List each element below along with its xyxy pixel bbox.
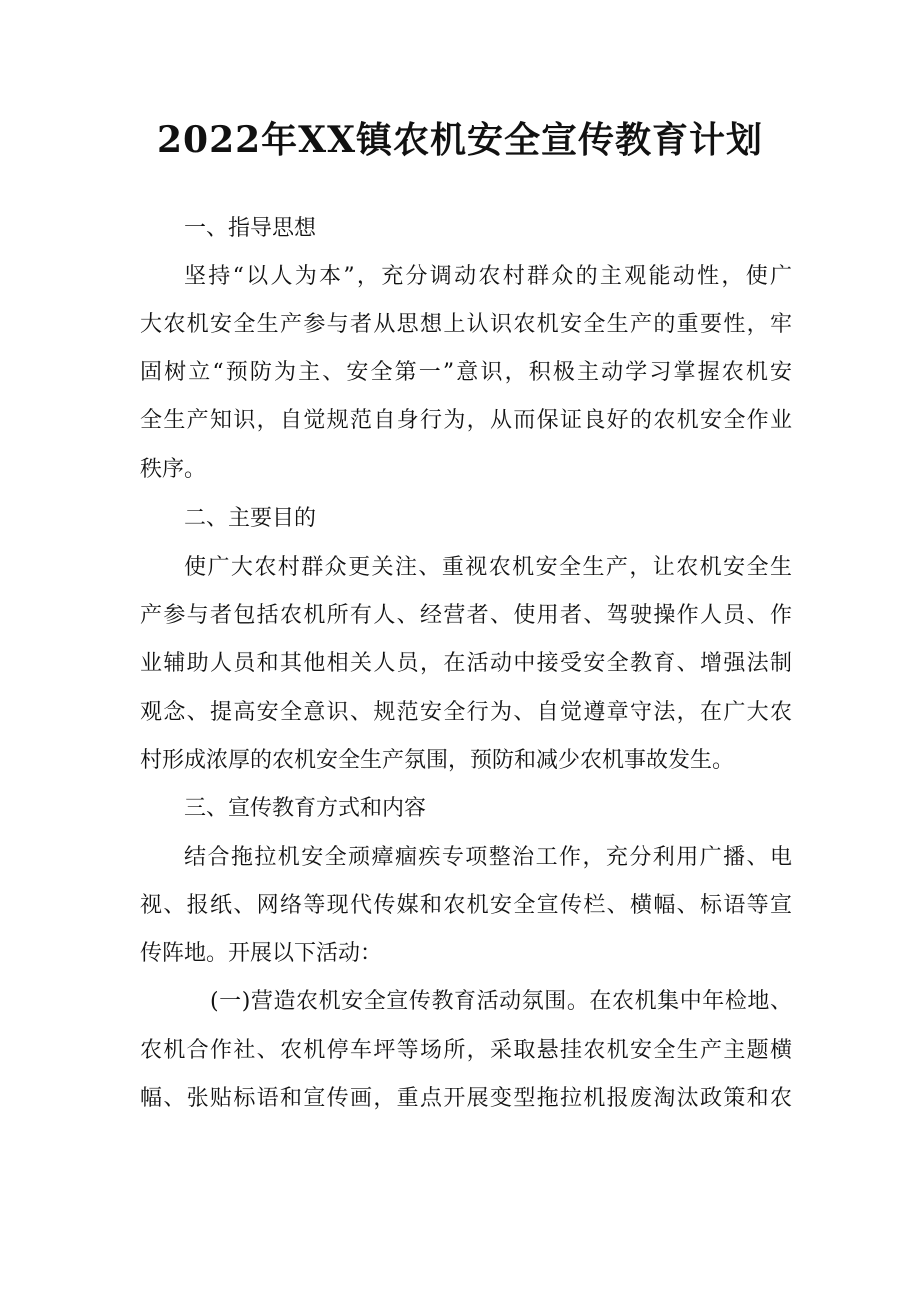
section-heading-publicity-methods: 三、宣传教育方式和内容 [184,796,427,821]
paragraph-line: 使广大农村群众更关注、重视农机安全生产，让农机安全生 [184,555,792,580]
paragraph-line: 观念、提高安全意识、规范安全行为、自觉遵章守法，在广大农 [140,700,792,725]
paragraph-line: 村形成浓厚的农机安全生产氛围，预防和减少农机事故发生。 [140,748,735,773]
subsection-line: (一)营造农机安全宣传教育活动氛围。在农机集中年检地、 [210,989,792,1014]
paragraph-line: 固树立“预防为主、安全第一”意识，积极主动学习掌握农机安 [140,360,792,385]
document-title: 2022年XX镇农机安全宣传教育计划 [156,119,764,161]
paragraph-line: 视、报纸、网络等现代传媒和农机安全宣传栏、横幅、标语等宣 [140,893,792,918]
paragraph-line: 业辅助人员和其他相关人员，在活动中接受安全教育、增强法制 [140,651,792,676]
paragraph-line: 秩序。 [140,457,207,482]
subsection-line: 幅、张贴标语和宣传画，重点开展变型拖拉机报废淘汰政策和农 [140,1086,792,1111]
paragraph-line: 传阵地。开展以下活动： [140,941,383,966]
paragraph-line: 坚持“以人为本”，充分调动农村群众的主观能动性，使广 [184,264,792,289]
paragraph-line: 产参与者包括农机所有人、经营者、使用者、驾驶操作人员、作 [140,603,792,628]
subsection-line: 农机合作社、农机停车坪等场所，采取悬挂农机安全生产主题横 [140,1038,792,1063]
paragraph-line: 全生产知识，自觉规范自身行为，从而保证良好的农机安全作业 [140,408,792,433]
paragraph-line: 大农机安全生产参与者从思想上认识农机安全生产的重要性，牢 [140,312,792,337]
paragraph-line: 结合拖拉机安全顽瘴痼疾专项整治工作，充分利用广播、电 [184,845,792,870]
section-heading-main-purpose: 二、主要目的 [184,506,317,531]
section-heading-guiding-ideology: 一、指导思想 [184,216,317,241]
